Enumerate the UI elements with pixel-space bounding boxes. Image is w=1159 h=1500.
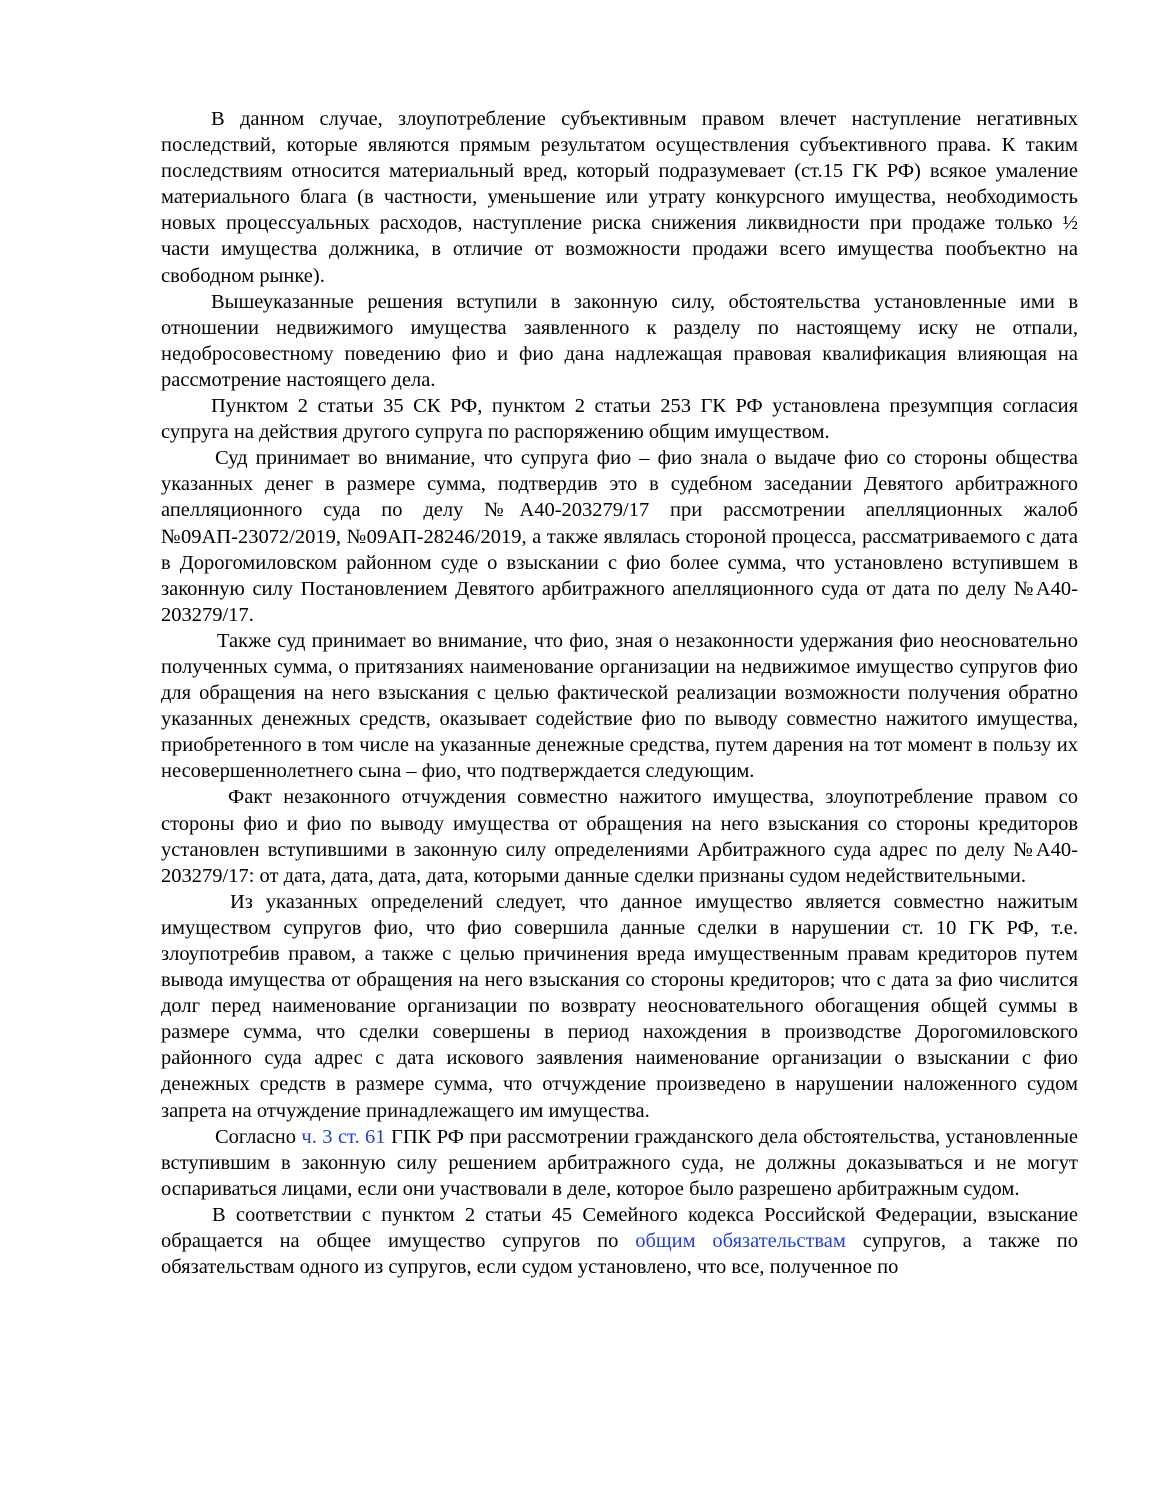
paragraph-text-segment: супругов, а также по обязательствам одного из супругов, если судом установлено, что все, полученное по xyxy=(161,1230,1079,1279)
paragraph-spouse-consent-presumption: Пунктом 2 статьи 35 СК РФ, пунктом 2 статьи 253 ГК РФ установлена презумпция согласия супруга на действия другого супруга по распоряжению общим имуществом. xyxy=(161,395,1078,444)
link-gpk-art-61-part-3[interactable]: ч. 3 ст. 61 xyxy=(301,1125,386,1148)
paragraph-gpk-article-61 xyxy=(161,1124,1078,1202)
link-common-obligations[interactable]: общим обязательствам xyxy=(635,1230,846,1253)
paragraph-spouse-knowledge: Суд принимает во внимание, что супруга фио – фио знала о выдаче фио со стороны общества указанных денег в размере сумма, подтвердив это в судебном заседании Девятого арбитражного апелляционного суда по делу №А40-203279/17 при рассмотрении апелляционных жалоб №09АП-23072/2019, №09АП-28246/2019, а также являлась стороной процесса, рассматриваемого с дата в Дорогомиловском районном суде о взыскании с фио более сумма, что установлено вступившем в законную силу Постановлением Девятого арбитражного апелляционного суда от дата по делу №А40-203279/17. xyxy=(161,447,1078,626)
paragraph-text-segment: Согласно xyxy=(215,1125,302,1148)
paragraph-court-considers: Также суд принимает во внимание, что фио, зная о незаконности удержания фио неосновательно полученных сумма, о притязаниях наименование организации на недвижимое имущество супругов фио для обращения на него взыскания с целью фактической реализации возможности получения обратно указанных денежных средств, оказывает содействие фио по выводу совместно нажитого имущества, приобретенного в том числе на указанные денежные средства, путем дарения на тот момент в пользу их несовершеннолетнего сына – фио, что подтверждается следующим. xyxy=(161,629,1078,783)
paragraph-decisions-in-force: Вышеуказанные решения вступили в законную силу, обстоятельства установленные ими в отношении недвижимого имущества заявленного к разделу по настоящему иску не отпали, недобросовестному поведению фио и фио дана надлежащая правовая квалификация влияющая на рассмотрение настоящего дела. xyxy=(161,290,1078,391)
paragraph-text-segment: В соответствии с пунктом 2 статьи 45 Семейного кодекса Российской Федерации, взыскание обращается на общее имущество супругов по xyxy=(161,1203,1078,1253)
paragraph-family-code-article-45 xyxy=(161,1202,1078,1280)
paragraph-unlawful-alienation: Факт незаконного отчуждения совместно нажитого имущества, злоупотребление правом со стороны фио и фио по выводу имущества от обращения на него взыскания со стороны кредиторов установлен вступившими в законную силу определениями Арбитражного суда адрес по делу №А40-203279/17: от дата, дата, дата, дата, которыми данные сделки признаны судом недействительными. xyxy=(161,786,1078,887)
paragraph-abuse-of-right: В данном случае, злоупотребление субъективным правом влечет наступление негативных последствий, которые являются прямым результатом осуществления субъективного права. К таким последствиям относится материальный вред, который подразумевает (ст.15 ГК РФ) всякое умаление материального блага (в частности, уменьшение или утрату конкурсного имущества, необходимость новых процессуальных расходов, наступление риска снижения ликвидности при продаже только ½ части имущества должника, в отличие от возможности продажи всего имущества пообъектно на свободном рынке). xyxy=(161,108,1078,287)
paragraph-determinations-follow: Из указанных определений следует, что данное имущество является совместно нажитым имуществом супругов фио, что фио совершила данные сделки в нарушении ст. 10 ГК РФ, т.е. злоупотребив правом, а также с целью причинения вреда имущественным правам кредиторов путем вывода имущества от обращения на него взыскания со стороны кредиторов; что с дата за фио числится долг перед наименование организации по возврату неосновательного обогащения общей суммы в размере сумма, что сделки совершены в период нахождения в производстве Дорогомиловского районного суда адрес с дата искового заявления наименование организации о взыскании с фио денежных средств в размере сумма, что отчуждение произведено в нарушении наложенного судом запрета на отчуждение принадлежащего им имущества. xyxy=(161,890,1078,1122)
document-page xyxy=(161,106,1078,1280)
paragraph-text-segment: ГПК РФ при рассмотрении гражданского дела обстоятельства, установленные вступившим в законную силу решением арбитражного суда, не должны доказываться и не могут оспариваться лицами, если они участвовали в деле, которое было разрешено арбитражным судом. xyxy=(161,1125,1079,1200)
